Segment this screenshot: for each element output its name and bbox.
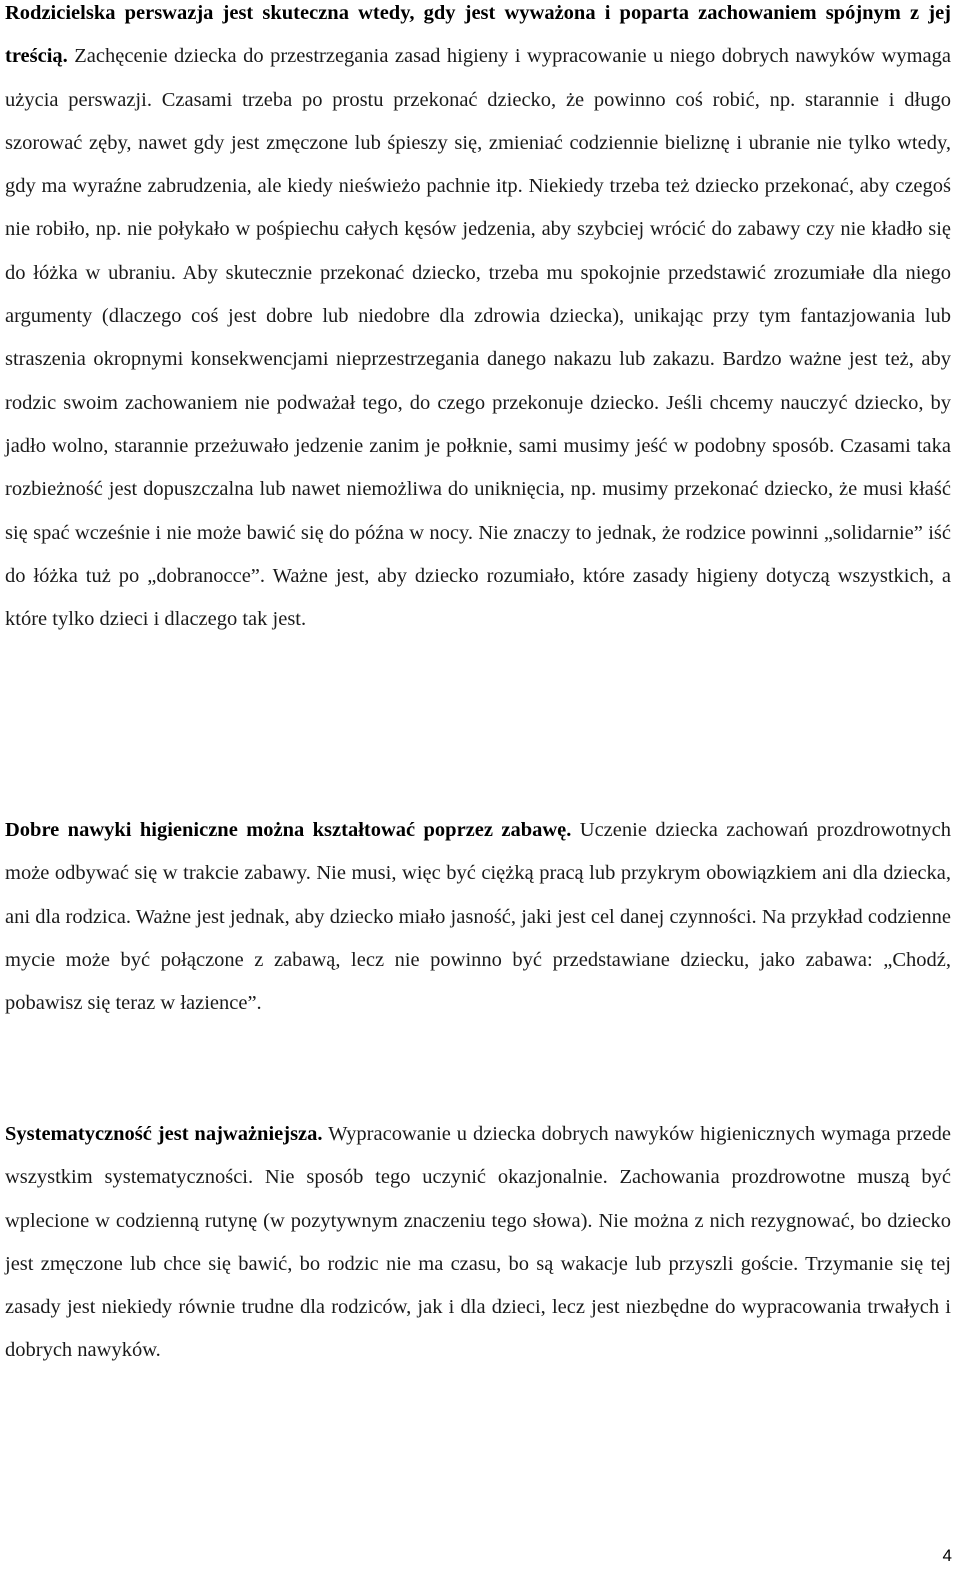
paragraph-body: Wypracowanie u dziecka dobrych nawyków higienicznych wymaga przede wszystkim systematyczności. Nie sposób tego uczynić okazjonalnie. Zachowania prozdrowotne muszą być wplecione w codzienną rutynę (w pozytywnym znaczeniu tego słowa). Nie można z nich rezygnować, bo dziecko jest zmęczone lub chce się bawić, bo rodzic nie ma czasu, bo są wakacje lub przyszli goście. Trzymanie się tej zasady jest niekiedy równie trudne dla rodziców, jak i dla dzieci, lecz jest niezbędne do wypracowania trwałych i dobrych nawyków. bbox=[5, 1123, 952, 1362]
paragraph-systematic bbox=[5, 1113, 951, 1373]
paragraph-heading: Rodzicielska perswazja jest skuteczna wtedy, gdy jest wyważona i poparta zachowaniem spójnym z jej treścią. bbox=[5, 2, 951, 68]
paragraph-play bbox=[5, 809, 951, 1025]
page-number: 4 bbox=[942, 1546, 952, 1565]
paragraph-body: Uczenie dziecka zachowań prozdrowotnych może odbywać się w trakcie zabawy. Nie musi, więc być ciężką pracą lub przykrym obowiązkiem ani dla dziecka, ani dla rodzica. Ważne jest jednak, aby dziecko miało jasność, jaki jest cel danej czynności. Na przykład codzienne mycie może być połączone z zabawą, lecz nie powinno być przedstawiane dziecku, jako zabawa: „Chodź, pobawisz się teraz w łazience”. bbox=[5, 819, 951, 1015]
paragraph-heading: Dobre nawyki higieniczne można kształtować poprzez zabawę. bbox=[5, 819, 572, 841]
paragraph-persuasion bbox=[5, 0, 951, 641]
paragraph-heading: Systematyczność jest najważniejsza. bbox=[5, 1123, 323, 1145]
paragraph-body: Zachęcenie dziecka do przestrzegania zasad higieny i wypracowanie u niego dobrych nawyków wymaga użycia perswazji. Czasami trzeba po prostu przekonać dziecko, że powinno coś robić, np. starannie i długo szorować zęby, nawet gdy jest zmęczone lub śpieszy się, zmieniać codziennie bieliznę i ubranie nie tylko wtedy, gdy ma wyraźne zabrudzenia, ale kiedy nieświeżo pachnie itp. Niekiedy trzeba też dziecko przekonać, aby czegoś nie robiło, np. nie połykało w pośpiechu całych kęsów jedzenia, aby szybciej wrócić do zabawy czy nie kładło się do łóżka w ubraniu. Aby skutecznie przekonać dziecko, trzeba mu spokojnie przedstawić zrozumiałe dla niego argumenty (dlaczego coś jest dobre lub niedobre dla zdrowia dziecka), unikając przy tym fantazjowania lub straszenia okropnymi konsekwencjami nieprzestrzegania danego nakazu lub zakazu. Bardzo ważne jest też, aby rodzic swoim zachowaniem nie podważał tego, do czego przekonuje dziecko. Jeśli chcemy nauczyć dziecko, by jadło wolno, starannie przeżuwało jedzenie zanim je połknie, sami musimy jeść w podobny sposób. Czasami taka rozbieżność jest dopuszczalna lub nawet niemożliwa do uniknięcia, np. musimy przekonać dziecko, że musi kłaść się spać wcześnie i nie może bawić się do późna w nocy. Nie znaczy to jednak, że rodzice powinni „solidarnie” iść do łóżka tuż po „dobranocce”. Ważne jest, aby dziecko rozumiało, które zasady higieny dotyczą wszystkich, a które tylko dzieci i dlaczego tak jest. bbox=[5, 45, 951, 631]
